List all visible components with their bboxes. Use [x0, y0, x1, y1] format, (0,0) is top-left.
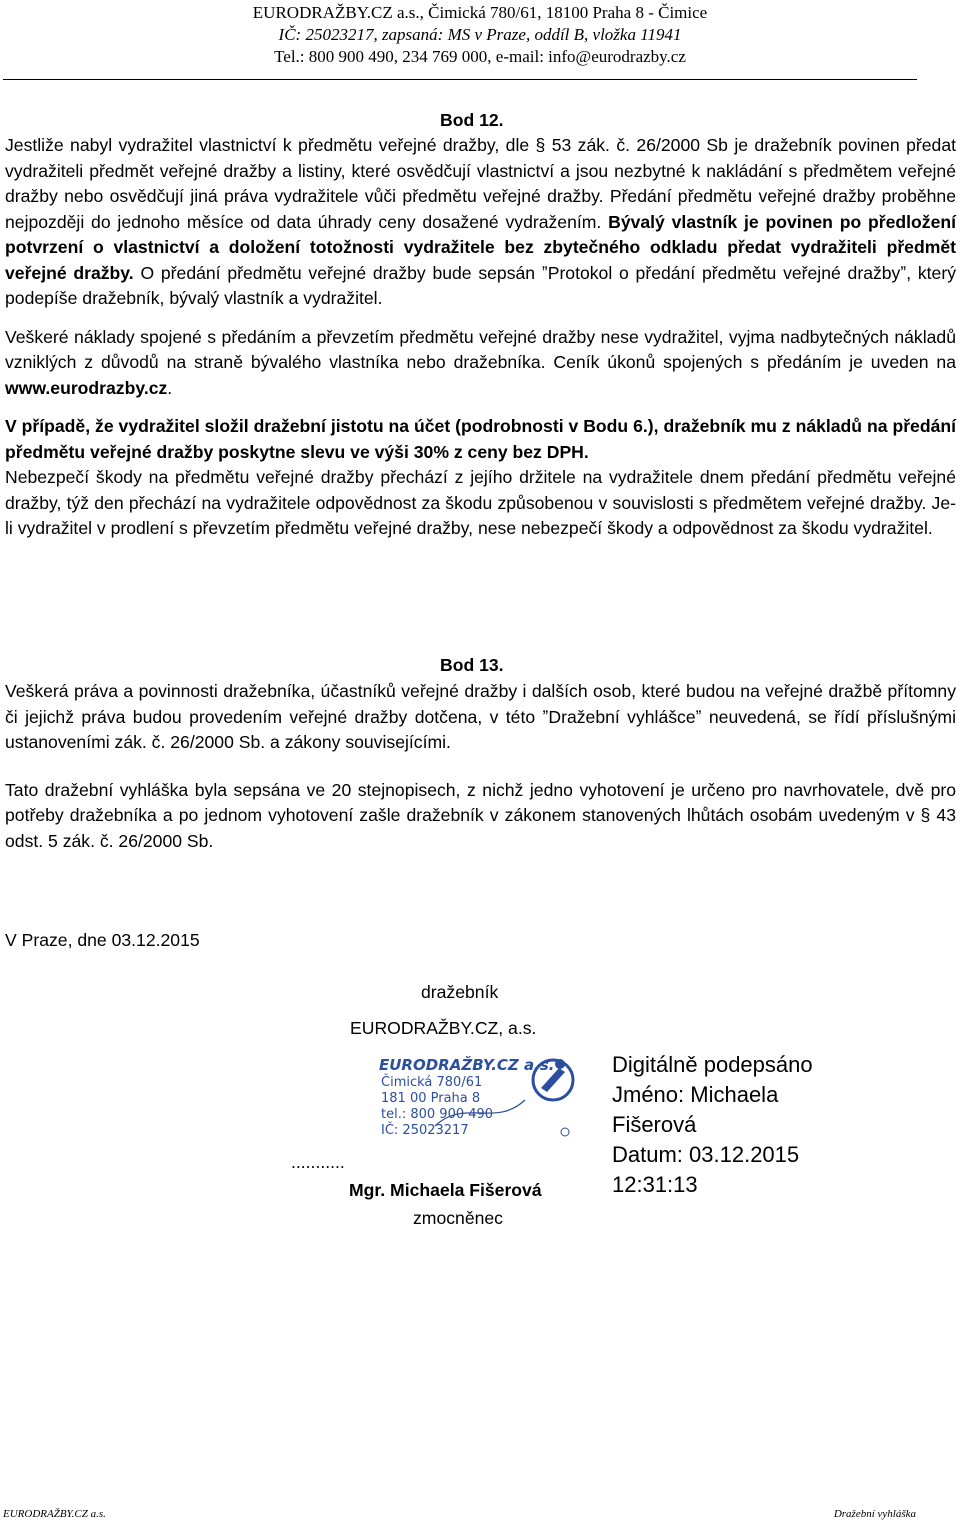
stamp-street: Čimická 780/61: [381, 1075, 483, 1090]
signatory-capacity: zmocněnec: [413, 1208, 503, 1228]
signatory-name: Mgr. Michaela Fišerová: [349, 1180, 542, 1200]
letterhead-line-registration: IČ: 25023217, zapsaná: MS v Praze, oddíl B, vložka 11941: [278, 25, 682, 44]
letterhead-line-contact: Tel.: 800 900 490, 234 769 000, e-mail: info@eurodrazby.cz: [274, 47, 686, 66]
footer-left: EURODRAŽBY.CZ a.s.: [3, 1508, 106, 1520]
letterhead-line-company: EURODRAŽBY.CZ a.s., Čimická 780/61, 18100 Praha 8 - Čimice: [252, 3, 708, 22]
section-bod-12: [5, 133, 956, 542]
paragraph-rights: Veškerá práva a povinnosti dražebníka, účastníků veřejné dražby i dalších osob, které budou na veřejné dražbě přítomny či jejichž práva budou provedením veřejné dražby dotčena, v této ˮDražební vyhlášceˮ neuvedená, se řídí příslušnými ustanoveními zák. č. 26/2000 Sb. a zákony souvisejícími.: [5, 681, 956, 752]
digital-signature-line-1: Digitálně podepsáno: [612, 1052, 813, 1077]
stamp-tel: tel.: 800 900 490: [381, 1107, 494, 1122]
digital-signature-line-5: 12:31:13: [612, 1172, 698, 1197]
paragraph-costs-end: .: [167, 377, 173, 398]
digital-signature-line-2: Jméno: Michaela: [612, 1082, 779, 1107]
registered-mark-icon: [561, 1128, 569, 1136]
header-divider: [3, 79, 917, 80]
company-stamp: [365, 1048, 583, 1144]
paragraph-discount: V případě, že vydražitel složil dražební jistotu na účet (podrobnosti v Bodu 6.), dražebník mu z nákladů na předání předmětu veřejné dražby poskytne slevu ve výši 30% z ceny bez DPH.: [5, 416, 956, 462]
section-bod-13: [5, 679, 956, 854]
section-title-bod-13: Bod 13.: [440, 655, 504, 675]
paragraph-handover-text: Jestliže nabyl vydražitel vlastnictví k předmětu veřejné dražby, dle § 53 zák. č. 26/2000 Sb je dražebník povinen předat vydražiteli předmět veřejné dražby a listiny, které osvědčují vlastnictví a jsou nezbytné k nakládání s předmětem veřejné dražby nebo osvědčují jiná práva vydražitele vůči předmětu veřejné dražby. Předání předmětu veřejné dražby proběhne nejpozději do jednoho měsíce od data úhrady ceny dosažené vydražením.: [5, 135, 956, 232]
paragraph-handover: [5, 133, 956, 312]
signature-company: EURODRAŽBY.CZ, a.s.: [350, 1018, 537, 1038]
paragraph-risk: Nebezpečí škody na předmětu veřejné dražby přechází z jejího držitele na vydražitele dnem předání předmětu veřejné dražby, týž den přechází na vydražitele odpovědnost za škodu způsobenou v souvislosti s předmětem veřejné dražby. Je-li vydražitel v prodlení s převzetím předmětu veřejné dražby, nese nebezpečí škody a odpovědnost za škodu vydražitel.: [5, 467, 956, 538]
paragraph-handover-bold: Bývalý vlastník je povinen po předložení potvrzení o vlastnictví a doložení totožnosti vydražitele bez zbytečného odkladu předat vydražiteli předmět veřejné dražby.: [5, 211, 956, 283]
signature-role: dražebník: [421, 982, 499, 1002]
digital-signature-line-3: Fišerová: [612, 1112, 697, 1137]
place-date: V Praze, dne 03.12.2015: [5, 930, 200, 950]
stamp-ic: IČ: 25023217: [381, 1123, 469, 1138]
signature-line: ...........: [291, 1152, 345, 1172]
company-stamp-graphic: [365, 1048, 583, 1144]
footer-right: Dražební vyhláška: [833, 1508, 916, 1520]
letterhead: [0, 2, 960, 68]
section-title-bod-12: Bod 12.: [440, 110, 504, 130]
paragraph-copies: Tato dražební vyhláška byla sepsána ve 20 stejnopisech, z nichž jedno vyhotovení je určeno pro navrhovatele, dvě pro potřeby dražebníka a po jednom vyhotovení zašle dražebník v zákonem stanovených lhůtách osobám uvedeným v § 43 odst. 5 zák. č. 26/2000 Sb.: [5, 779, 956, 851]
paragraph-handover-protocol: O předání předmětu veřejné dražby bude sepsán ˮProtokol o předání předmětu veřejné dražbyˮ, který podepíše dražebník, bývalý vlastník a vydražitel.: [5, 262, 956, 308]
stamp-city: 181 00 Praha 8: [381, 1091, 481, 1106]
website-link[interactable]: www.eurodrazby.cz: [5, 377, 168, 398]
paragraph-costs-text: Veškeré náklady spojené s předáním a převzetím předmětu veřejné dražby nese vydražitel, vyjma nadbytečných nákladů vzniklých z důvodů na straně bývalého vlastníka nebo dražebníka. Ceník úkonů spojených s předáním je uveden na: [5, 326, 956, 372]
digital-signature-line-4: Datum: 03.12.2015: [612, 1142, 800, 1167]
digital-signature-block: [612, 1050, 813, 1200]
paragraph-costs: [5, 325, 956, 402]
stamp-company: EURODRAŽBY.CZ a.s.: [379, 1056, 555, 1074]
